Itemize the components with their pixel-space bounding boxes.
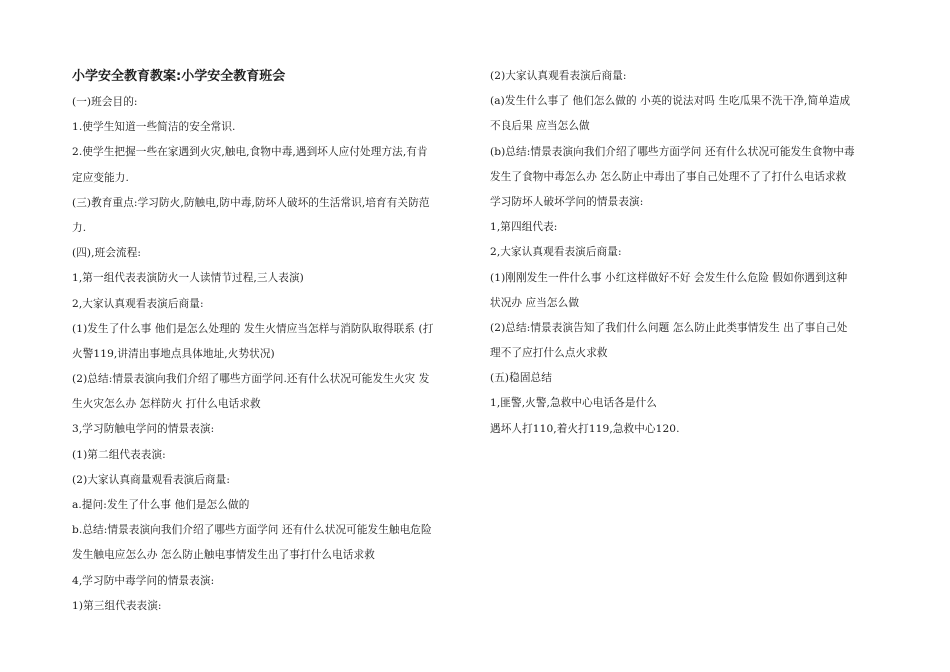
text-line: a.提问:发生了什么事 他们是怎么做的 xyxy=(72,499,250,511)
text-line: (四),班会流程: xyxy=(72,247,142,260)
text-line: (2)总结:情景表演向我们介绍了哪些方面学问.还有什么状况可能发生火灾 发 xyxy=(72,373,430,386)
text-line: 发生触电应怎么办 怎么防止触电事情发生出了事打什么电话求救 xyxy=(72,549,375,562)
text-line: 遇坏人打110,着火打119,急救中心120. xyxy=(490,422,680,435)
text-line: 1,第一组代表表演防火一人读情节过程,三人表演) xyxy=(72,272,304,285)
text-line: (2)大家认真观看表演后商量: xyxy=(490,70,627,82)
text-line: (一)班会目的: xyxy=(72,96,138,108)
text-line: (b)总结:情景表演向我们介绍了哪些方面学问 还有什么状况可能发生食物中毒 xyxy=(490,145,855,158)
text-line: 力. xyxy=(72,221,87,234)
text-line: 1,第四组代表: xyxy=(490,221,558,234)
text-line: 发生了食物中毒怎么办 怎么防止中毒出了事自己处理不了了打什么电话求救 xyxy=(490,170,847,183)
text-line: (1)刚刚发生一件什么事 小红这样做好不好 会发生什么危险 假如你遇到这种 xyxy=(490,271,848,284)
text-line: 理不了应打什么点火求救 xyxy=(490,347,608,360)
left-column xyxy=(72,64,470,619)
text-line: 火警119,讲清出事地点具体地址,火势状况) xyxy=(72,347,275,360)
text-line: 2,大家认真观看表演后商量: xyxy=(490,246,622,259)
right-column xyxy=(490,64,890,442)
document-title: 小学安全教育教案:小学安全教育班会 xyxy=(72,69,286,84)
text-line: 2,大家认真观看表演后商量: xyxy=(72,297,204,310)
text-line: (a)发生什么事了 他们怎么做的 小英的说法对吗 生吃瓜果不洗干净,简单造成 xyxy=(490,95,851,108)
text-line: 学习防坏人破坏学问的情景表演: xyxy=(490,195,644,208)
text-line: 生火灾怎么办 怎样防火 打什么电话求救 xyxy=(72,398,261,411)
text-line: (五)稳固总结 xyxy=(490,372,552,385)
text-line: (1)第二组代表表演: xyxy=(72,448,166,461)
text-line: 2.使学生把握一些在家遇到火灾,触电,食物中毒,遇到坏人应付处理方法,有肯 xyxy=(72,146,428,159)
text-line: 状况办 应当怎么做 xyxy=(490,296,580,309)
text-line: (1)发生了什么事 他们是怎么处理的 发生火情应当怎样与消防队取得联系 (打 xyxy=(72,322,434,335)
text-line: 定应变能力. xyxy=(72,171,129,184)
text-line: (三)教育重点:学习防火,防触电,防中毒,防坏人破坏的生活常识,培育有关防范 xyxy=(72,196,430,209)
text-line: (2)总结:情景表演告知了我们什么问题 怎么防止此类事情发生 出了事自己处 xyxy=(490,321,848,334)
text-line: 1,匪警,火警,急救中心电话各是什么 xyxy=(490,397,657,410)
text-line: 不良后果 应当怎么做 xyxy=(490,120,590,133)
text-line: 4,学习防中毒学问的情景表演: xyxy=(72,574,215,587)
text-line: b.总结:情景表演向我们介绍了哪些方面学问 还有什么状况可能发生触电危险 xyxy=(72,524,432,537)
text-line: 1.使学生知道一些简洁的安全常识. xyxy=(72,121,236,134)
text-line: 3,学习防触电学问的情景表演: xyxy=(72,423,215,436)
text-line: (2)大家认真商量观看表演后商量: xyxy=(72,473,230,486)
text-line: 1)第三组代表表演: xyxy=(72,599,162,612)
